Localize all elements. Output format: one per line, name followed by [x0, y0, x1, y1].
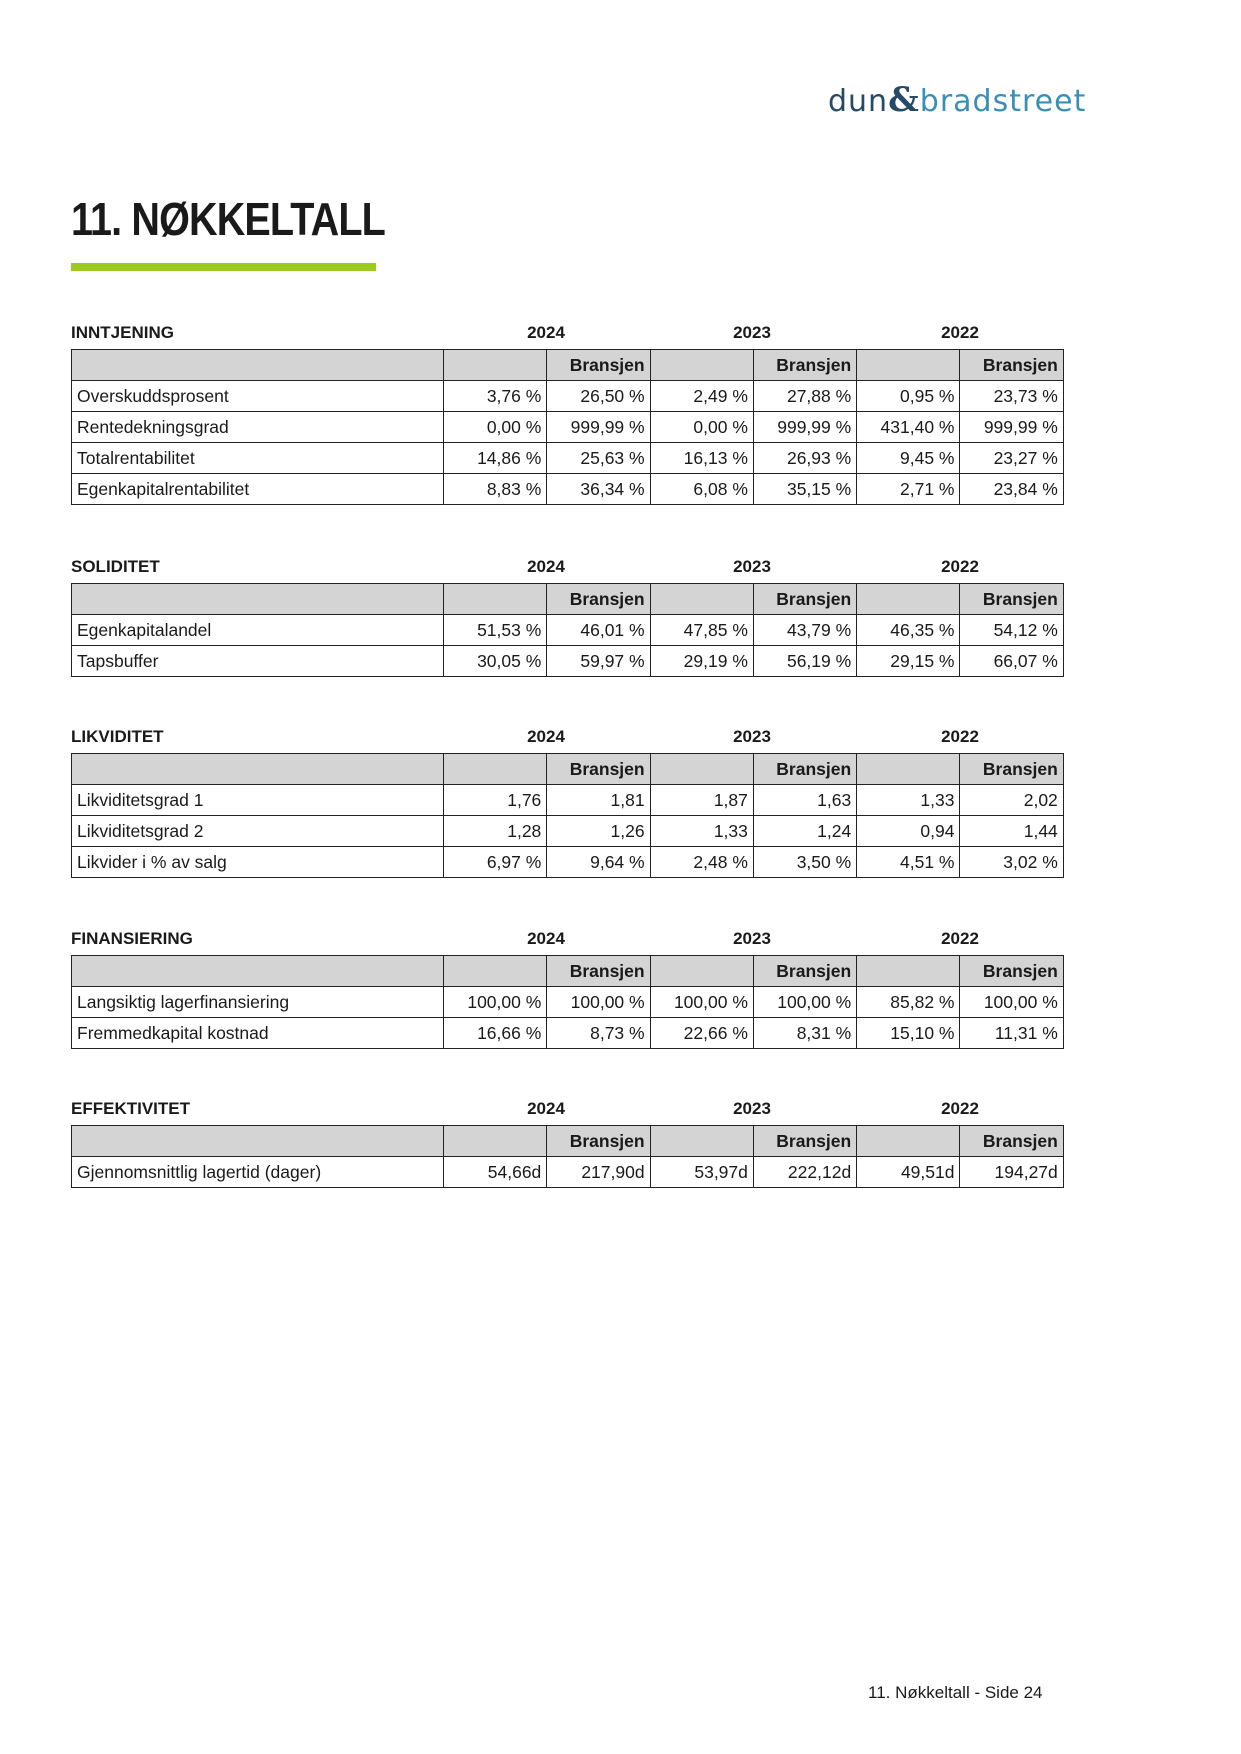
table-header-row: [72, 584, 1064, 615]
value-cell: 53,97d: [650, 1157, 753, 1188]
page-footer: 11. Nøkkeltall - Side 24: [868, 1683, 1043, 1702]
row-label: Rentedekningsgrad: [72, 412, 444, 443]
value-cell: 8,83 %: [444, 474, 547, 505]
header-industry-cell: Bransjen: [547, 350, 650, 381]
table-header-row: [72, 1126, 1064, 1157]
table-row: [72, 412, 1064, 443]
value-cell: 9,64 %: [547, 847, 650, 878]
section-finansiering: [71, 925, 1063, 1049]
value-cell: 100,00 %: [650, 987, 753, 1018]
year-label: 2024: [527, 323, 565, 342]
value-cell: 54,66d: [444, 1157, 547, 1188]
header-industry-cell: Bransjen: [753, 1126, 856, 1157]
section-title: SOLIDITET: [71, 557, 160, 576]
value-cell: 100,00 %: [960, 987, 1063, 1018]
section-title: INNTJENING: [71, 323, 174, 342]
header-label-cell: [72, 350, 444, 381]
value-cell: 3,76 %: [444, 381, 547, 412]
value-cell: 1,33: [650, 816, 753, 847]
value-cell: 4,51 %: [857, 847, 960, 878]
header-industry-cell: Bransjen: [960, 754, 1063, 785]
table-row: [72, 847, 1064, 878]
row-label: Egenkapitalrentabilitet: [72, 474, 444, 505]
value-cell: 66,07 %: [960, 646, 1063, 677]
value-cell: 1,81: [547, 785, 650, 816]
table-row: [72, 785, 1064, 816]
header-industry-cell: Bransjen: [960, 1126, 1063, 1157]
year-label: 2023: [733, 323, 771, 342]
table-header-row: [72, 350, 1064, 381]
value-cell: 36,34 %: [547, 474, 650, 505]
key-figures-table: [71, 955, 1064, 1049]
year-label: 2023: [733, 1099, 771, 1118]
key-figures-table: [71, 753, 1064, 878]
header-company-cell: [444, 754, 547, 785]
table-row: [72, 1157, 1064, 1188]
logo-ampersand-icon: &: [888, 80, 920, 120]
value-cell: 3,02 %: [960, 847, 1063, 878]
header-label-cell: [72, 754, 444, 785]
header-company-cell: [857, 350, 960, 381]
header-industry-cell: Bransjen: [753, 350, 856, 381]
value-cell: 217,90d: [547, 1157, 650, 1188]
header-label-cell: [72, 584, 444, 615]
value-cell: 16,66 %: [444, 1018, 547, 1049]
header-industry-cell: Bransjen: [753, 754, 856, 785]
value-cell: 0,00 %: [650, 412, 753, 443]
value-cell: 46,35 %: [857, 615, 960, 646]
table-header-row: [72, 956, 1064, 987]
header-company-cell: [444, 1126, 547, 1157]
value-cell: 2,71 %: [857, 474, 960, 505]
header-company-cell: [444, 956, 547, 987]
row-label: Likviditetsgrad 2: [72, 816, 444, 847]
page-title: 11. NØKKELTALL: [71, 193, 385, 245]
header-industry-cell: Bransjen: [547, 956, 650, 987]
table-row: [72, 615, 1064, 646]
row-label: Tapsbuffer: [72, 646, 444, 677]
value-cell: 2,02: [960, 785, 1063, 816]
value-cell: 1,76: [444, 785, 547, 816]
row-label: Egenkapitalandel: [72, 615, 444, 646]
header-company-cell: [650, 956, 753, 987]
value-cell: 27,88 %: [753, 381, 856, 412]
section-effektivitet: [71, 1095, 1063, 1188]
row-label: Gjennomsnittlig lagertid (dager): [72, 1157, 444, 1188]
section-soliditet: [71, 553, 1063, 677]
dun-bradstreet-logo: [828, 80, 1086, 122]
value-cell: 22,66 %: [650, 1018, 753, 1049]
value-cell: 431,40 %: [857, 412, 960, 443]
value-cell: 26,93 %: [753, 443, 856, 474]
value-cell: 29,19 %: [650, 646, 753, 677]
logo-text-bradstreet: bradstreet: [919, 84, 1087, 119]
year-label: 2022: [941, 1099, 979, 1118]
value-cell: 0,00 %: [444, 412, 547, 443]
value-cell: 2,49 %: [650, 381, 753, 412]
value-cell: 1,26: [547, 816, 650, 847]
value-cell: 23,27 %: [960, 443, 1063, 474]
value-cell: 1,28: [444, 816, 547, 847]
table-row: [72, 381, 1064, 412]
year-label: 2022: [941, 323, 979, 342]
year-label: 2022: [941, 727, 979, 746]
value-cell: 56,19 %: [753, 646, 856, 677]
header-label-cell: [72, 1126, 444, 1157]
year-label: 2024: [527, 727, 565, 746]
value-cell: 1,44: [960, 816, 1063, 847]
row-label: Fremmedkapital kostnad: [72, 1018, 444, 1049]
header-industry-cell: Bransjen: [960, 350, 1063, 381]
value-cell: 23,73 %: [960, 381, 1063, 412]
header-company-cell: [857, 584, 960, 615]
key-figures-table: [71, 1125, 1064, 1188]
section-header: [71, 723, 1063, 753]
year-label: 2023: [733, 557, 771, 576]
value-cell: 46,01 %: [547, 615, 650, 646]
value-cell: 100,00 %: [444, 987, 547, 1018]
year-label: 2022: [941, 929, 979, 948]
header-industry-cell: Bransjen: [753, 584, 856, 615]
value-cell: 1,87: [650, 785, 753, 816]
header-label-cell: [72, 956, 444, 987]
value-cell: 26,50 %: [547, 381, 650, 412]
year-label: 2023: [733, 727, 771, 746]
value-cell: 2,48 %: [650, 847, 753, 878]
value-cell: 47,85 %: [650, 615, 753, 646]
key-figures-table: [71, 349, 1064, 505]
header-company-cell: [857, 1126, 960, 1157]
value-cell: 35,15 %: [753, 474, 856, 505]
value-cell: 100,00 %: [753, 987, 856, 1018]
value-cell: 30,05 %: [444, 646, 547, 677]
header-industry-cell: Bransjen: [547, 1126, 650, 1157]
year-label: 2024: [527, 557, 565, 576]
header-company-cell: [857, 956, 960, 987]
value-cell: 3,50 %: [753, 847, 856, 878]
table-row: [72, 474, 1064, 505]
year-label: 2024: [527, 1099, 565, 1118]
year-label: 2022: [941, 557, 979, 576]
header-industry-cell: Bransjen: [960, 956, 1063, 987]
value-cell: 999,99 %: [547, 412, 650, 443]
value-cell: 8,31 %: [753, 1018, 856, 1049]
header-company-cell: [650, 584, 753, 615]
value-cell: 29,15 %: [857, 646, 960, 677]
section-title: EFFEKTIVITET: [71, 1099, 190, 1118]
value-cell: 1,33: [857, 785, 960, 816]
year-label: 2024: [527, 929, 565, 948]
row-label: Likvider i % av salg: [72, 847, 444, 878]
header-company-cell: [444, 584, 547, 615]
section-header: [71, 925, 1063, 955]
logo-text-dun: dun: [828, 84, 889, 119]
value-cell: 1,24: [753, 816, 856, 847]
title-underline-bar: [71, 263, 376, 271]
header-industry-cell: Bransjen: [753, 956, 856, 987]
header-company-cell: [444, 350, 547, 381]
section-title: LIKVIDITET: [71, 727, 164, 746]
value-cell: 54,12 %: [960, 615, 1063, 646]
row-label: Overskuddsprosent: [72, 381, 444, 412]
section-header: [71, 1095, 1063, 1125]
header-industry-cell: Bransjen: [960, 584, 1063, 615]
value-cell: 23,84 %: [960, 474, 1063, 505]
table-header-row: [72, 754, 1064, 785]
value-cell: 85,82 %: [857, 987, 960, 1018]
value-cell: 51,53 %: [444, 615, 547, 646]
value-cell: 194,27d: [960, 1157, 1063, 1188]
section-likviditet: [71, 723, 1063, 878]
table-row: [72, 1018, 1064, 1049]
header-company-cell: [650, 350, 753, 381]
value-cell: 49,51d: [857, 1157, 960, 1188]
row-label: Totalrentabilitet: [72, 443, 444, 474]
value-cell: 14,86 %: [444, 443, 547, 474]
row-label: Langsiktig lagerfinansiering: [72, 987, 444, 1018]
key-figures-table: [71, 583, 1064, 677]
row-label: Likviditetsgrad 1: [72, 785, 444, 816]
value-cell: 6,08 %: [650, 474, 753, 505]
header-company-cell: [857, 754, 960, 785]
section-inntjening: [71, 319, 1063, 505]
value-cell: 15,10 %: [857, 1018, 960, 1049]
value-cell: 0,94: [857, 816, 960, 847]
value-cell: 25,63 %: [547, 443, 650, 474]
header-company-cell: [650, 754, 753, 785]
table-row: [72, 443, 1064, 474]
value-cell: 0,95 %: [857, 381, 960, 412]
header-company-cell: [650, 1126, 753, 1157]
value-cell: 8,73 %: [547, 1018, 650, 1049]
value-cell: 9,45 %: [857, 443, 960, 474]
value-cell: 6,97 %: [444, 847, 547, 878]
value-cell: 100,00 %: [547, 987, 650, 1018]
value-cell: 43,79 %: [753, 615, 856, 646]
year-label: 2023: [733, 929, 771, 948]
value-cell: 11,31 %: [960, 1018, 1063, 1049]
value-cell: 222,12d: [753, 1157, 856, 1188]
value-cell: 1,63: [753, 785, 856, 816]
value-cell: 999,99 %: [753, 412, 856, 443]
section-header: [71, 553, 1063, 583]
header-industry-cell: Bransjen: [547, 584, 650, 615]
table-row: [72, 646, 1064, 677]
value-cell: 16,13 %: [650, 443, 753, 474]
value-cell: 999,99 %: [960, 412, 1063, 443]
table-row: [72, 816, 1064, 847]
section-header: [71, 319, 1063, 349]
value-cell: 59,97 %: [547, 646, 650, 677]
header-industry-cell: Bransjen: [547, 754, 650, 785]
section-title: FINANSIERING: [71, 929, 193, 948]
table-row: [72, 987, 1064, 1018]
